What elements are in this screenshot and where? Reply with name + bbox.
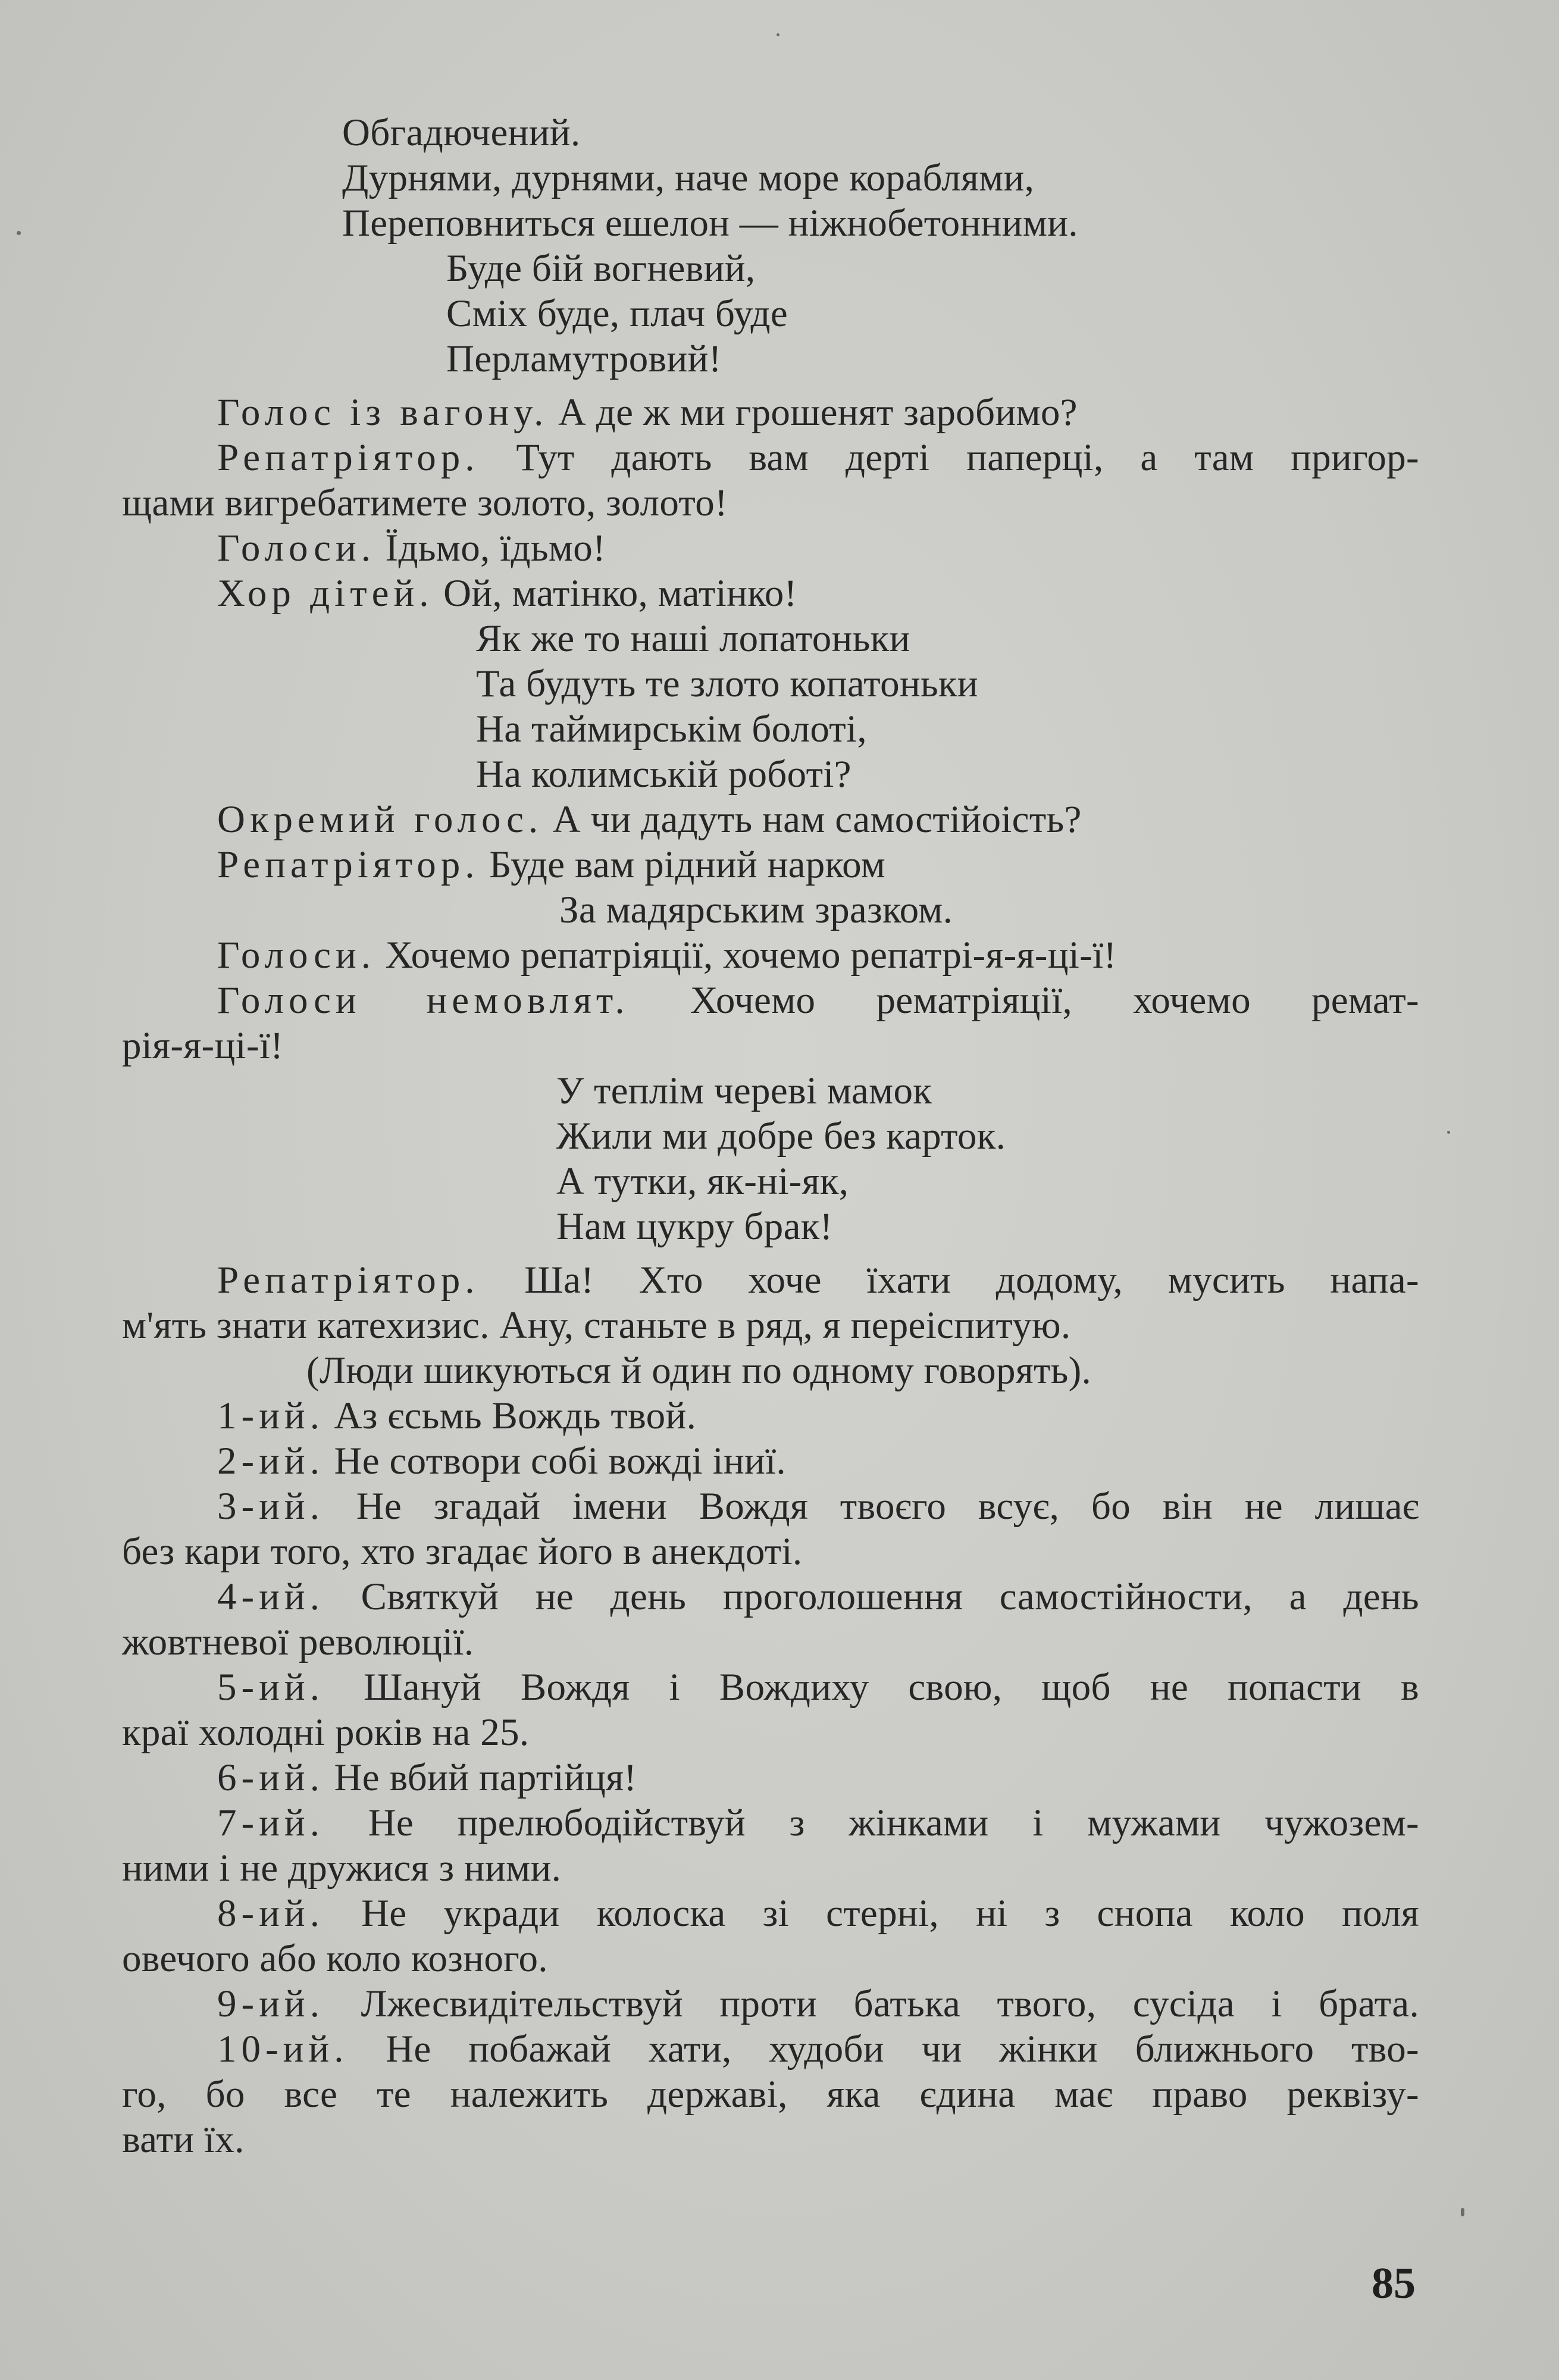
speaker-name: 7-ий. — [217, 1802, 324, 1844]
commandment-line: го, бо все те належить державі, яка єдина має право реквізу- — [122, 2073, 1419, 2116]
commandment-line: вати їх. — [122, 2118, 245, 2161]
speaker-name: 4-ий. — [217, 1575, 324, 1618]
speaker-name: Репатріятор. — [217, 1259, 480, 1302]
commandment-line: 9-ий. Лжесвидітельствуй проти батька твого, сусіда і брата. — [217, 1982, 1419, 2025]
dialogue-line: рія-я-ці-ї! — [122, 1024, 284, 1067]
dialogue-line: Голоси. Хочемо репатріяції, хочемо репатрі-я-я-ці-ї! — [217, 934, 1117, 977]
commandment-line: 1-ий. Аз єсьмь Вождь твой. — [217, 1394, 697, 1437]
commandment-line: 3-ий. Не згадай імени Вождя твоєго всує, бо він не лишає — [217, 1485, 1419, 1528]
print-speck — [1461, 2208, 1464, 2216]
verse-line: Перламутровий! — [446, 337, 722, 380]
speaker-name: 8-ий. — [217, 1892, 324, 1935]
verse-line: Нам цукру брак! — [556, 1205, 833, 1248]
verse-line: У теплім череві мамок — [556, 1069, 932, 1112]
verse-line: Переповниться ешелон — ніжнобетонними. — [342, 202, 1078, 245]
commandment-line: 6-ий. Не вбий партійця! — [217, 1756, 637, 1799]
print-speck — [17, 231, 21, 235]
speaker-name: Хор дітей. — [217, 572, 434, 615]
dialogue-line: щами вигребатимете золото, золото! — [122, 481, 728, 524]
speaker-name: Голоси. — [217, 527, 375, 570]
commandment-line: 4-ий. Святкуй не день проголошення самостійности, а день — [217, 1575, 1420, 1618]
speaker-name: 3-ий. — [217, 1485, 324, 1528]
dialogue-line: м'ять знати катехизис. Ану, станьте в ряд, я переіспитую. — [122, 1304, 1071, 1347]
verse-line: Дурнями, дурнями, наче море кораблями, — [342, 157, 1035, 199]
dialogue-line: Репатріятор. Тут дають вам дерті паперці, а там пригор- — [217, 436, 1419, 479]
speaker-name: Окремий голос. — [217, 798, 543, 841]
dialogue-line: Голоси немовлят. Хочемо рематріяції, хочемо ремат- — [217, 979, 1419, 1022]
verse-line: Та будуть те злото копатоньки — [476, 662, 978, 705]
verse-line: Буде бій вогневий, — [446, 247, 756, 290]
speaker-name: 2-ий. — [217, 1440, 324, 1483]
speaker-name: Голос із вагону. — [217, 391, 549, 434]
print-speck — [777, 33, 780, 36]
speaker-name: Репатріятор. — [217, 843, 480, 886]
commandment-line: 8-ий. Не укради колоска зі стерні, ні з снопа коло поля — [217, 1892, 1419, 1935]
dialogue-line: Голос із вагону. А де ж ми грошенят заробимо? — [217, 391, 1078, 434]
verse-line: Обгадючений. — [342, 111, 581, 154]
page-text — [122, 110, 1419, 2162]
verse-line: За мадярським зразком. — [559, 889, 953, 931]
dialogue-line: Окремий голос. А чи дадуть нам самостійоість? — [217, 798, 1082, 841]
commandment-line: жовтневої революції. — [122, 1621, 474, 1663]
verse-line: Як же то наші лопатоньки — [476, 617, 910, 660]
verse-line: Сміх буде, плач буде — [446, 292, 788, 335]
dialogue-line: Репатріятор. Ша! Хто хоче їхати додому, мусить напа- — [217, 1259, 1419, 1302]
dialogue-line: Репатріятор. Буде вам рідний нарком — [217, 843, 886, 886]
commandment-line: 5-ий. Шануй Вождя і Вождиху свою, щоб не попасти в — [217, 1666, 1419, 1709]
dialogue-line: Хор дітей. Ой, матінко, матінко! — [217, 572, 797, 615]
speaker-name: Голоси немовлят. — [217, 979, 630, 1022]
commandment-line: 2-ий. Не сотвори собі вожді іниї. — [217, 1440, 786, 1483]
print-speck — [1447, 1131, 1450, 1134]
verse-line: Жили ми добре без карток. — [556, 1115, 1006, 1158]
speaker-name: 9-ий. — [217, 1982, 324, 2025]
speaker-name: Голоси. — [217, 934, 375, 977]
page-number: 85 — [1372, 2259, 1416, 2308]
commandment-line: ними і не дружися з ними. — [122, 1847, 562, 1890]
commandment-line: 7-ий. Не прелюбодійствуй з жінками і мужами чужозем- — [217, 1802, 1419, 1844]
verse-line: А тутки, як-ні-як, — [556, 1160, 849, 1203]
verse-line: На таймирськім болоті, — [476, 708, 867, 750]
speaker-name: 6-ий. — [217, 1756, 324, 1799]
speaker-name: 10-ий. — [217, 2028, 349, 2071]
commandment-line: 10-ий. Не побажай хати, худоби чи жінки ближнього тво- — [217, 2028, 1419, 2071]
speaker-name: 1-ий. — [217, 1394, 324, 1437]
verse-line: На колимській роботі? — [476, 753, 851, 796]
commandment-line: овечого або коло козного. — [122, 1937, 548, 1980]
stage-direction: (Люди шикуються й один по одному говорять). — [306, 1349, 1092, 1392]
dialogue-line: Голоси. Їдьмо, їдьмо! — [217, 527, 606, 570]
commandment-line: без кари того, хто згадає його в анекдоті. — [122, 1530, 803, 1573]
commandment-line: краї холодні років на 25. — [122, 1711, 530, 1754]
speaker-name: Репатріятор. — [217, 436, 480, 479]
speaker-name: 5-ий. — [217, 1666, 324, 1709]
